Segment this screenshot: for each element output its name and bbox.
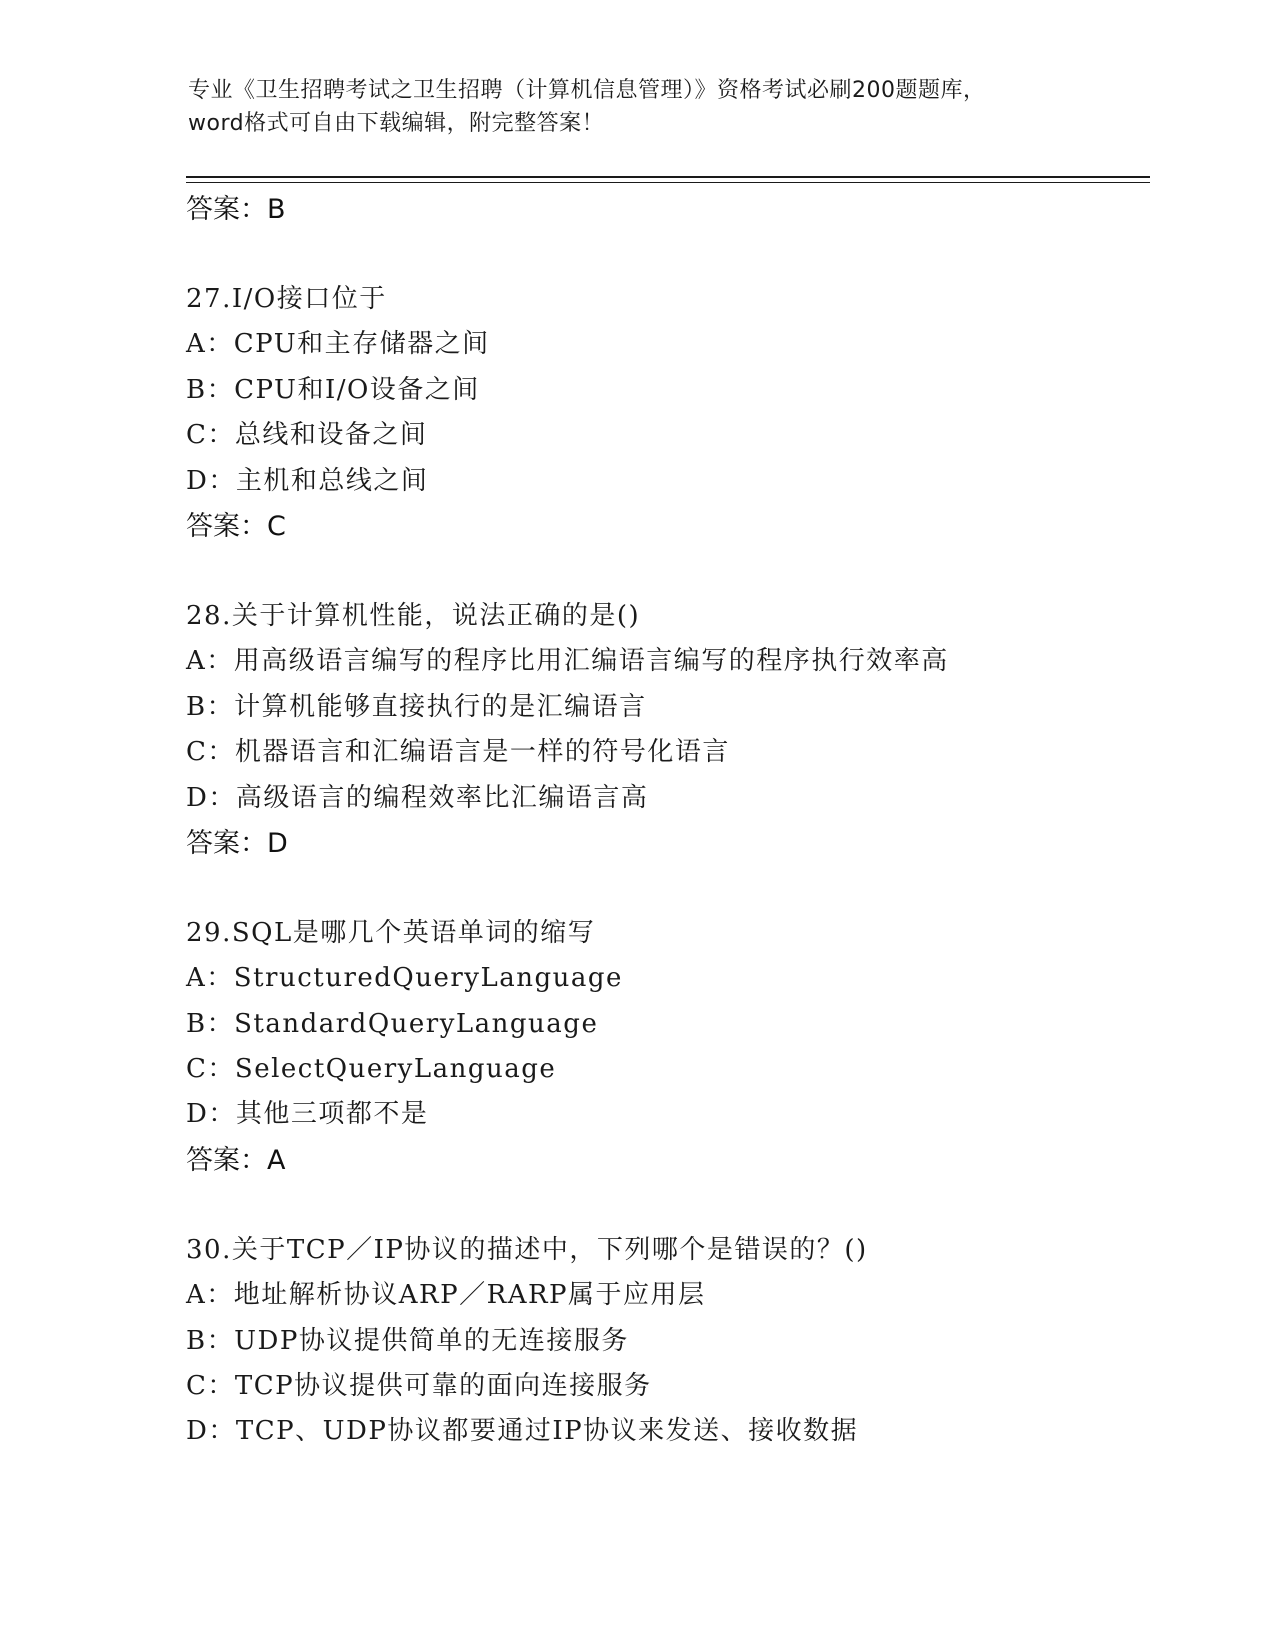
option-b: B：计算机能够直接执行的是汇编语言 [186,691,647,722]
header-rule-thick [186,176,1150,178]
option-a: A：CPU和主存储器之间 [186,329,490,360]
question-29 [186,911,1146,1184]
option-c: C：SelectQueryLanguage [186,1054,557,1085]
previous-answer: 答案：B [186,194,286,225]
question-text: 28.关于计算机性能，说法正确的是() [186,600,641,631]
question-text: 29.SQL是哪几个英语单词的缩写 [186,917,596,948]
header-rule-thin [186,182,1150,183]
header-line-2: word格式可自由下载编辑，附完整答案！ [188,111,605,136]
option-c: C：机器语言和汇编语言是一样的符号化语言 [186,737,730,768]
question-27 [186,277,1146,550]
option-b: B：CPU和I/O设备之间 [186,374,480,405]
option-a: A：地址解析协议ARP／RARP属于应用层 [186,1280,706,1311]
header-line-1: 专业《卫生招聘考试之卫生招聘（计算机信息管理）》资格考试必刷200题题库， [188,78,986,103]
option-a: A：StructuredQueryLanguage [186,963,623,994]
option-a: A：用高级语言编写的程序比用汇编语言编写的程序执行效率高 [186,646,949,677]
question-30 [186,1228,1146,1455]
option-c: C：TCP协议提供可靠的面向连接服务 [186,1371,652,1402]
question-text: 30.关于TCP／IP协议的描述中，下列哪个是错误的？() [186,1234,868,1265]
option-b: B：UDP协议提供简单的无连接服务 [186,1325,629,1356]
answer: 答案：A [186,1144,286,1176]
question-28 [186,594,1146,867]
question-text: 27.I/O接口位于 [186,284,387,314]
option-d: D：高级语言的编程效率比汇编语言高 [186,782,649,813]
option-d: D：TCP、UDP协议都要通过IP协议来发送、接收数据 [186,1416,859,1447]
answer: 答案：D [186,827,288,859]
question-list [186,187,1146,1499]
option-d: D：主机和总线之间 [186,465,429,496]
document-header [188,74,1088,140]
option-b: B：StandardQueryLanguage [186,1008,599,1039]
answer: 答案：C [186,510,286,542]
option-d: D：其他三项都不是 [186,1099,429,1130]
option-c: C：总线和设备之间 [186,420,428,451]
